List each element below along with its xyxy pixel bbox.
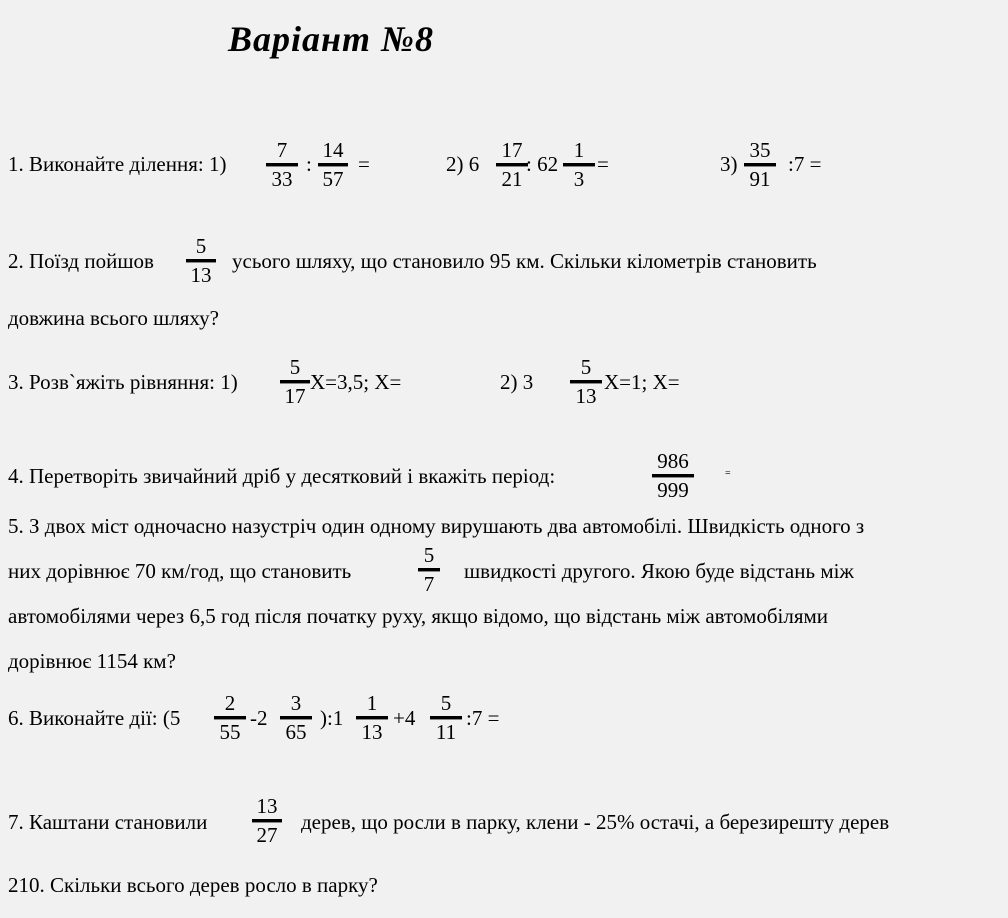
problem-2-fraction: 5 13 xyxy=(186,236,216,286)
problem-1-fraction-b2: 1 3 xyxy=(563,140,595,190)
problem-5-fraction: 5 7 xyxy=(418,545,440,595)
problem-7-text: дерев, що росли в парку, клени - 25% остачі, а березирешту дерев xyxy=(301,810,890,834)
problem-6-term-3: +4 xyxy=(393,706,416,730)
problem-5-line-2a: них дорівнює 70 км/год, що становить xyxy=(8,559,352,583)
problem-5-line-4: дорівнює 1154 км? xyxy=(8,649,176,673)
problem-1-part-2-label: 2) 6 xyxy=(446,152,480,176)
problem-6-term-1: -2 xyxy=(250,706,268,730)
problem-7-label: 7. Каштани становили xyxy=(8,810,208,834)
problem-6-fraction-4: 5 11 xyxy=(430,693,462,743)
problem-5-line-1: 5. З двох міст одночасно назустріч один одному вирушають два автомобілі. Швидкість одного з xyxy=(8,514,865,538)
problem-1-fraction-a1: 7 33 xyxy=(266,140,298,190)
problem-6-label: 6. Виконайте дії: (5 xyxy=(8,706,181,730)
problem-6-fraction-2: 3 65 xyxy=(280,693,312,743)
problem-4-label: 4. Перетворіть звичайний дріб у десятковий і вкажіть період: xyxy=(8,464,556,488)
problem-5-line-3: автомобілями через 6,5 год після початку руху, якщо відомо, що відстань між автомобілями xyxy=(8,604,829,628)
problem-3-label: 3. Розв`яжіть рівняння: 1) xyxy=(8,370,238,394)
problem-3-part-2-label: 2) 3 xyxy=(500,370,534,394)
problem-5-line-2b: швидкості другого. Якою буде відстань між xyxy=(464,559,854,583)
problem-7-fraction: 13 27 xyxy=(252,796,282,846)
problem-3-fraction-2: 5 13 xyxy=(570,357,602,407)
problem-1-part-2-mid: : 62 xyxy=(526,152,559,176)
problem-1-equals-2: = xyxy=(597,152,609,176)
problem-1-fraction-c1: 35 91 xyxy=(744,140,776,190)
problem-6-fraction-1: 2 55 xyxy=(214,693,246,743)
problem-1-part-3-tail: :7 = xyxy=(788,152,822,176)
problem-1-equals-1: = xyxy=(358,152,370,176)
problem-6-fraction-3: 1 13 xyxy=(356,693,388,743)
problem-1-fraction-a2: 14 57 xyxy=(318,140,348,190)
problem-1-fraction-b1: 17 21 xyxy=(496,140,528,190)
problem-6-term-4: :7 = xyxy=(466,706,500,730)
problem-2-text: усього шляху, що становило 95 км. Скільки кілометрів становить xyxy=(232,249,817,273)
problem-1-colon: : xyxy=(306,152,312,176)
page-title: Варіант №8 xyxy=(228,19,434,59)
problem-2-label: 2. Поїзд пойшов xyxy=(8,249,154,273)
problem-1-part-3-label: 3) xyxy=(720,152,738,176)
problem-1-label: 1. Виконайте ділення: 1) xyxy=(8,152,227,176)
problem-4-equals: = xyxy=(725,468,731,479)
problem-3-equation-2: X=1; X= xyxy=(604,370,680,394)
problem-3-fraction-1: 5 17 xyxy=(280,357,310,407)
problem-4-fraction: 986 999 xyxy=(652,451,694,501)
problem-2-line-2: довжина всього шляху? xyxy=(8,306,219,330)
problem-7-line-2: 210. Скільки всього дерев росло в парку? xyxy=(8,873,378,897)
problem-3-equation-1: X=3,5; X= xyxy=(310,370,402,394)
problem-6-term-2: ):1 xyxy=(320,706,344,730)
